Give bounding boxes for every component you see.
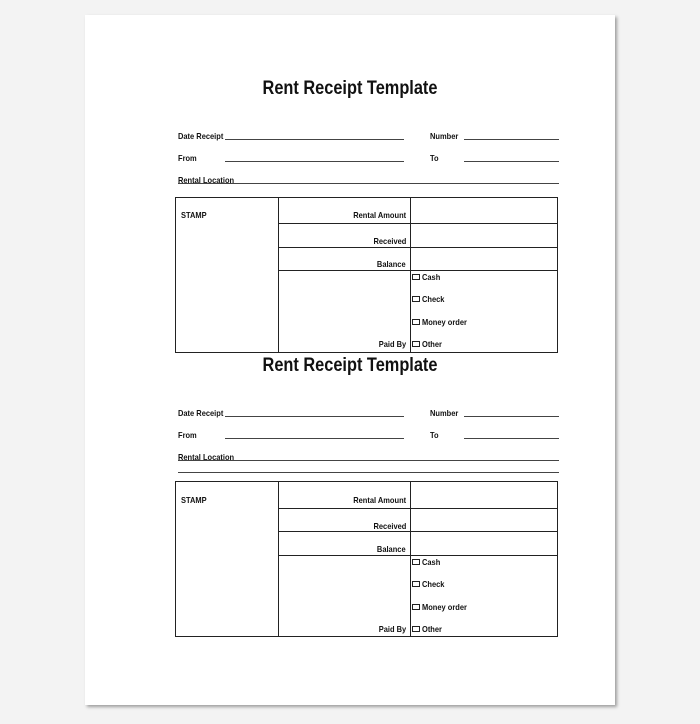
check-label: Check [422, 579, 445, 589]
cash-label: Cash [422, 272, 441, 282]
stamp-divider [278, 197, 279, 353]
date-receipt-field[interactable] [225, 139, 404, 140]
row-divider [278, 247, 557, 248]
to-label: To [430, 430, 439, 440]
stamp-label: STAMP [181, 210, 207, 220]
row-divider [278, 270, 557, 271]
number-label: Number [430, 408, 459, 418]
received-label: Received [373, 236, 406, 246]
row-divider [278, 531, 557, 532]
row-divider [278, 223, 557, 224]
check-checkbox[interactable] [412, 581, 420, 587]
check-checkbox[interactable] [412, 296, 420, 302]
value-divider [410, 197, 411, 353]
rental-amount-label: Rental Amount [353, 210, 406, 220]
other-checkbox[interactable] [412, 626, 420, 632]
receipt-title: Rent Receipt Template [262, 355, 438, 376]
date-receipt-label: Date Receipt [178, 408, 224, 418]
date-receipt-label: Date Receipt [178, 131, 224, 141]
rental-location-field[interactable] [178, 460, 559, 461]
number-label: Number [430, 131, 459, 141]
from-label: From [178, 153, 197, 163]
balance-label: Balance [377, 544, 406, 554]
paid-by-label: Paid By [378, 624, 406, 634]
from-label: From [178, 430, 197, 440]
to-field[interactable] [464, 438, 559, 439]
paid-by-label: Paid By [378, 339, 406, 349]
receipt-1 [85, 78, 615, 368]
other-label: Other [422, 339, 442, 349]
balance-label: Balance [377, 259, 406, 269]
stamp-label: STAMP [181, 495, 207, 505]
from-field[interactable] [225, 438, 404, 439]
cash-label: Cash [422, 557, 441, 567]
document-page [85, 15, 615, 705]
rental-amount-label: Rental Amount [353, 495, 406, 505]
money-order-label: Money order [422, 602, 467, 612]
money-order-label: Money order [422, 317, 467, 327]
rental-location-label: Rental Location [178, 175, 235, 185]
check-label: Check [422, 294, 445, 304]
stamp-divider [278, 481, 279, 637]
value-divider [410, 481, 411, 637]
row-divider [278, 555, 557, 556]
rental-location-field[interactable] [178, 183, 559, 184]
rental-location-extra-line[interactable] [178, 472, 559, 473]
other-label: Other [422, 624, 442, 634]
number-field[interactable] [464, 139, 559, 140]
money-order-checkbox[interactable] [412, 319, 420, 325]
to-label: To [430, 153, 439, 163]
receipt-2 [85, 355, 615, 645]
number-field[interactable] [464, 416, 559, 417]
date-receipt-field[interactable] [225, 416, 404, 417]
other-checkbox[interactable] [412, 341, 420, 347]
cash-checkbox[interactable] [412, 274, 420, 280]
to-field[interactable] [464, 161, 559, 162]
money-order-checkbox[interactable] [412, 604, 420, 610]
receipt-title: Rent Receipt Template [262, 78, 438, 99]
payment-box [175, 197, 558, 353]
from-field[interactable] [225, 161, 404, 162]
row-divider [278, 508, 557, 509]
rental-location-label: Rental Location [178, 452, 235, 462]
received-label: Received [373, 521, 406, 531]
cash-checkbox[interactable] [412, 559, 420, 565]
